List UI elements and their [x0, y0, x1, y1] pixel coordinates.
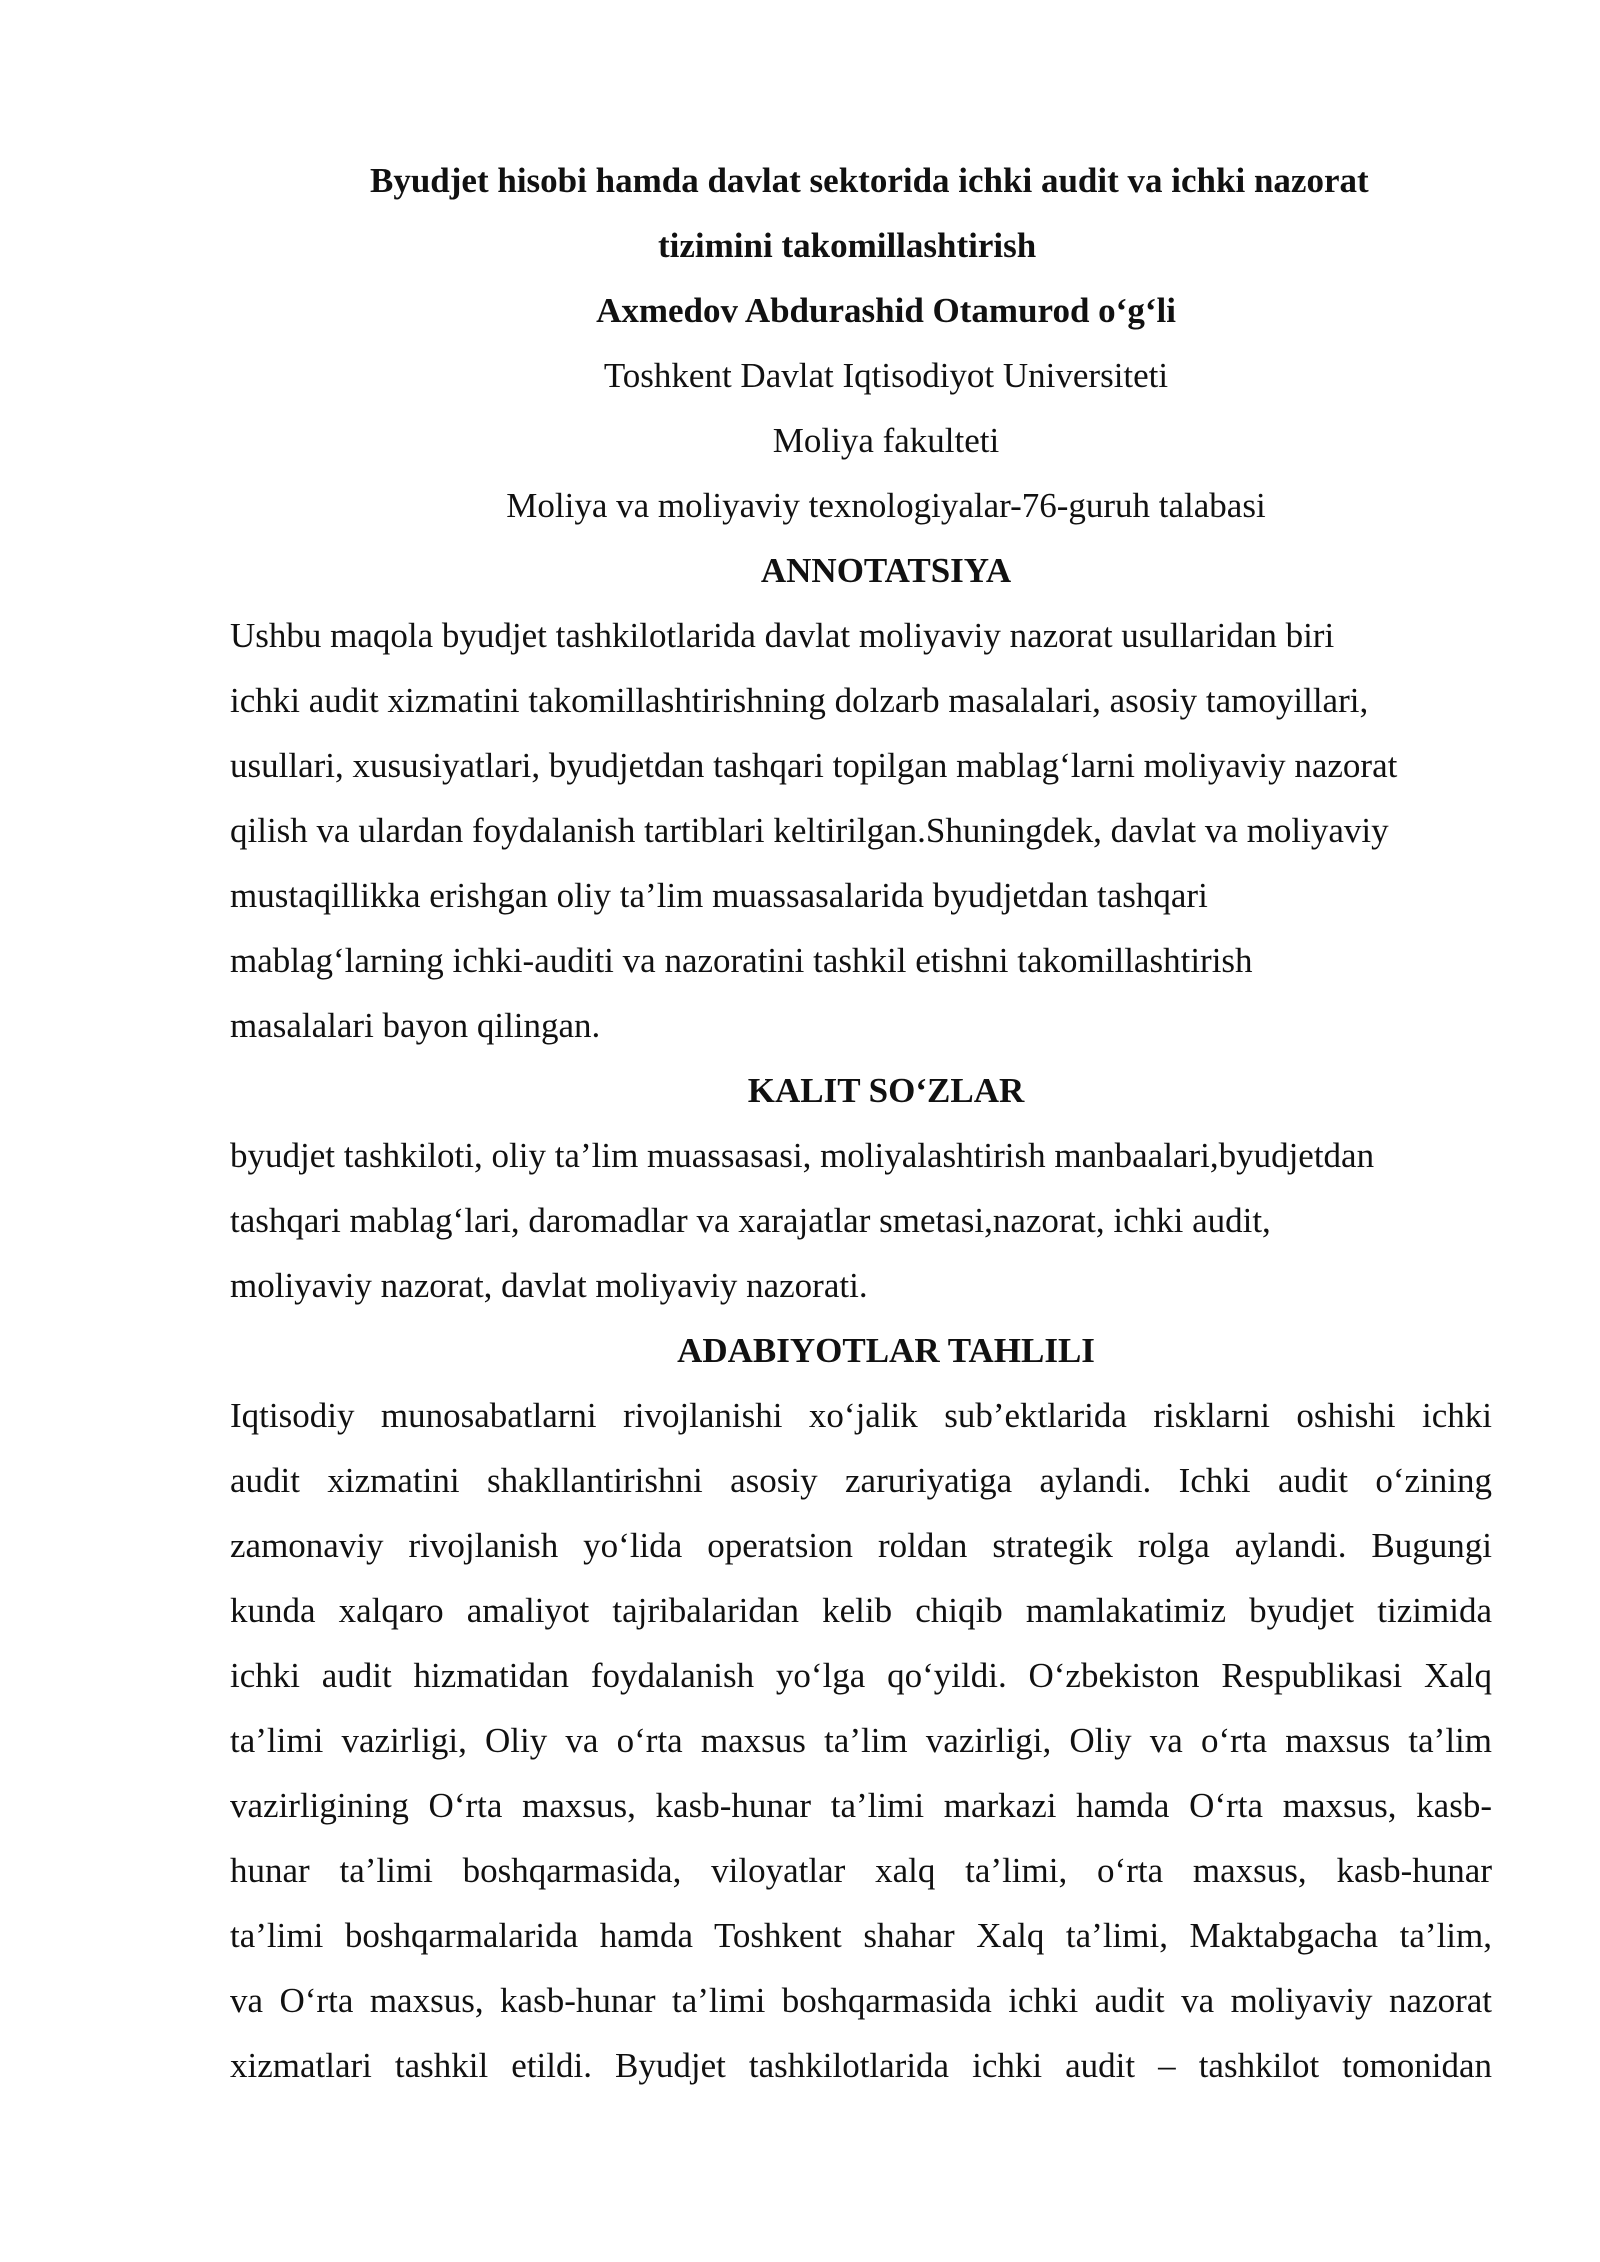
- author-university: Toshkent Davlat Iqtisodiyot Universiteti: [603, 356, 1169, 395]
- keywords-line: moliyaviy nazorat, davlat moliyaviy nazorati.: [230, 1266, 868, 1305]
- literature-line: xizmatlari tashkil etildi. Byudjet tashkilotlarida ichki audit – tashkilot tomonidan: [230, 2046, 1492, 2085]
- author-name: Axmedov Abdurashid Otamurod o‘g‘li: [596, 291, 1176, 330]
- keywords-line: byudjet tashkiloti, oliy ta’lim muassasasi, moliyalashtirish manbaalari,byudjetdan: [230, 1136, 1375, 1175]
- literature-line: ta’limi boshqarmalarida hamda Toshkent shahar Xalq ta’limi, Maktabgacha ta’lim,: [230, 1916, 1492, 1955]
- literature-heading: ADABIYOTLAR TAHLILI: [677, 1331, 1095, 1370]
- literature-line: ichki audit hizmatidan foydalanish yo‘lga qo‘yildi. O‘zbekiston Respublikasi Xalq: [230, 1656, 1492, 1695]
- title-line-2: tizimini takomillashtirish: [658, 226, 1037, 265]
- literature-line: Iqtisodiy munosabatlarni rivojlanishi xo‘jalik sub’ektlarida risklarni oshishi ichki: [230, 1396, 1492, 1435]
- annotation-line: masalalari bayon qilingan.: [230, 1006, 601, 1045]
- literature-line: kunda xalqaro amaliyot tajribalaridan kelib chiqib mamlakatimiz byudjet tizimida: [230, 1591, 1492, 1630]
- literature-line: vazirligining O‘rta maxsus, kasb-hunar ta’limi markazi hamda O‘rta maxsus, kasb-: [230, 1786, 1492, 1825]
- annotation-line: Ushbu maqola byudjet tashkilotlarida davlat moliyaviy nazorat usullaridan biri: [230, 616, 1335, 655]
- title-line-1: Byudjet hisobi hamda davlat sektorida ichki audit va ichki nazorat: [370, 161, 1369, 200]
- document-content: [230, 148, 1492, 2098]
- literature-line: hunar ta’limi boshqarmasida, viloyatlar xalq ta’limi, o‘rta maxsus, kasb-hunar: [230, 1851, 1492, 1890]
- annotation-paragraph: [230, 603, 1492, 1058]
- annotation-line: mablag‘larning ichki-auditi va nazoratini tashkil etishni takomillashtirish: [230, 941, 1253, 980]
- annotation-line: qilish va ulardan foydalanish tartiblari keltirilgan.Shuningdek, davlat va moliyaviy: [230, 811, 1389, 850]
- annotation-line: ichki audit xizmatini takomillashtirishning dolzarb masalalari, asosiy tamoyillari,: [230, 681, 1369, 720]
- annotation-line: usullari, xususiyatlari, byudjetdan tashqari topilgan mablag‘larni moliyaviy nazorat: [230, 746, 1398, 785]
- literature-line: audit xizmatini shakllantirishni asosiy zaruriyatiga aylandi. Ichki audit o‘zining: [230, 1461, 1492, 1500]
- annotation-line: mustaqillikka erishgan oliy ta’lim muassasalarida byudjetdan tashqari: [230, 876, 1208, 915]
- literature-line: zamonaviy rivojlanish yo‘lida operatsion roldan strategik rolga aylandi. Bugungi: [230, 1526, 1492, 1565]
- keywords-heading: KALIT SO‘ZLAR: [747, 1071, 1025, 1110]
- keywords-line: tashqari mablag‘lari, daromadlar va xarajatlar smetasi,nazorat, ichki audit,: [230, 1201, 1271, 1240]
- annotation-heading: ANNOTATSIYA: [760, 551, 1012, 590]
- literature-line: ta’limi vazirligi, Oliy va o‘rta maxsus ta’lim vazirligi, Oliy va o‘rta maxsus ta’lim: [230, 1721, 1492, 1760]
- author-faculty: Moliya fakulteti: [772, 421, 1000, 460]
- author-group: Moliya va moliyaviy texnologiyalar-76-guruh talabasi: [506, 486, 1266, 525]
- keywords-paragraph: [230, 1123, 1492, 1318]
- literature-line: va O‘rta maxsus, kasb-hunar ta’limi boshqarmasida ichki audit va moliyaviy nazorat: [230, 1981, 1492, 2020]
- literature-paragraph: [230, 1383, 1492, 2098]
